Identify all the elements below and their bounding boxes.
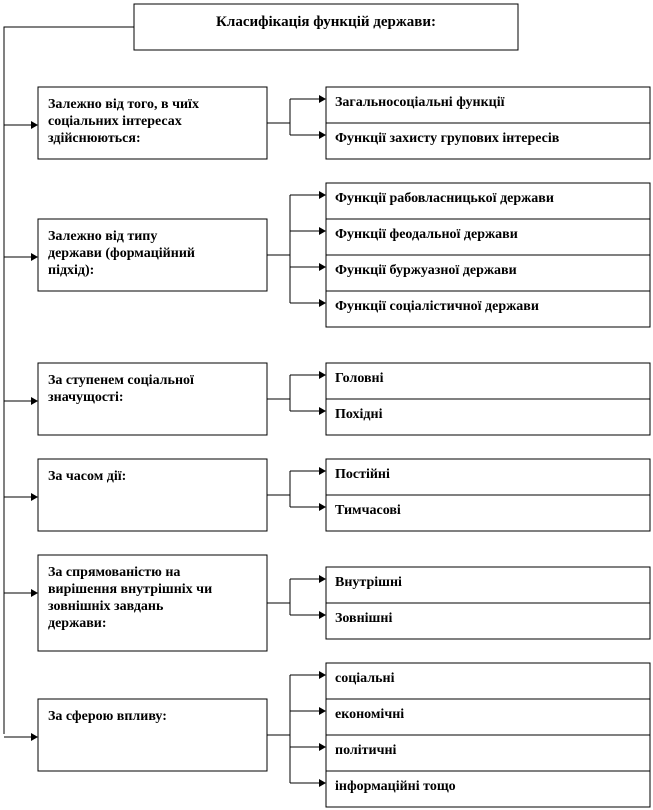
trunk-branch-arrow [31,733,38,741]
category-label-line: За спрямованістю на [48,565,181,580]
category-label-line: держави (формаційний [48,246,195,261]
title-node [134,4,518,50]
item-branch-arrow [319,407,326,415]
item-label: Зовнішні [335,611,393,626]
item-label: інформаційні тощо [335,779,456,794]
item-branch-arrow [319,779,326,787]
item-branch-arrow [319,299,326,307]
category-label-line: держави: [48,616,107,631]
item-branch-arrow [319,371,326,379]
title-text: Класифікація функцій держави: [216,14,436,30]
item-branch-arrow [319,707,326,715]
category-node [4,459,650,531]
category-label [48,709,167,724]
item-branch-arrow [319,467,326,475]
category-node [4,87,650,159]
trunk-branch-arrow [31,397,38,405]
item-branch-arrow [319,743,326,751]
category-label-line: вирішення внутрішніх чи [48,582,213,597]
category-label-line: значущості: [48,390,124,405]
item-branch-arrow [319,575,326,583]
item-branch-arrow [319,131,326,139]
item-label: Функції феодальної держави [335,227,518,242]
category-label [48,469,126,484]
item-label: Постійні [335,467,390,482]
category-label-line: соціальних інтересах [48,114,182,129]
item-label: Функції соціалістичної держави [335,299,539,314]
item-branch-arrow [319,191,326,199]
item-branch-arrow [319,503,326,511]
item-label: Функції рабовласницької держави [335,191,554,206]
item-label: Внутрішні [335,575,402,590]
category-node [4,555,650,651]
category-node [4,663,650,807]
category-label-line: За сферою впливу: [48,709,167,724]
category-label-line: Залежно від того, в чиїх [48,97,199,112]
item-label: Тимчасові [335,503,401,518]
item-branch-arrow [319,227,326,235]
trunk-branch-arrow [31,589,38,597]
category-label-line: За часом дії: [48,469,127,484]
item-label: Загальносоціальні функції [335,95,505,110]
item-branch-arrow [319,671,326,679]
trunk-branch-arrow [31,493,38,501]
item-label: економічні [335,707,405,722]
trunk-branch-arrow [31,121,38,129]
item-label: соціальні [335,671,395,686]
category-label-line: підхід): [48,263,95,278]
category-node [4,363,650,435]
categories-layer [4,87,650,807]
item-label: Похідні [335,407,383,422]
item-label: політичні [335,743,397,758]
trunk-branch-arrow [31,253,38,261]
category-node [4,183,650,327]
category-label-line: зовнішніх завдань [48,599,164,614]
item-branch-arrow [319,95,326,103]
category-label-line: Залежно від типу [48,229,158,244]
category-label-line: За ступенем соціальної [48,373,194,388]
item-label: Функції буржуазної держави [335,263,517,278]
item-label: Функції захисту групових інтересів [335,131,560,146]
category-label-line: здійснюються: [48,131,141,146]
item-branch-arrow [319,263,326,271]
item-label: Головні [335,371,384,386]
item-branch-arrow [319,611,326,619]
